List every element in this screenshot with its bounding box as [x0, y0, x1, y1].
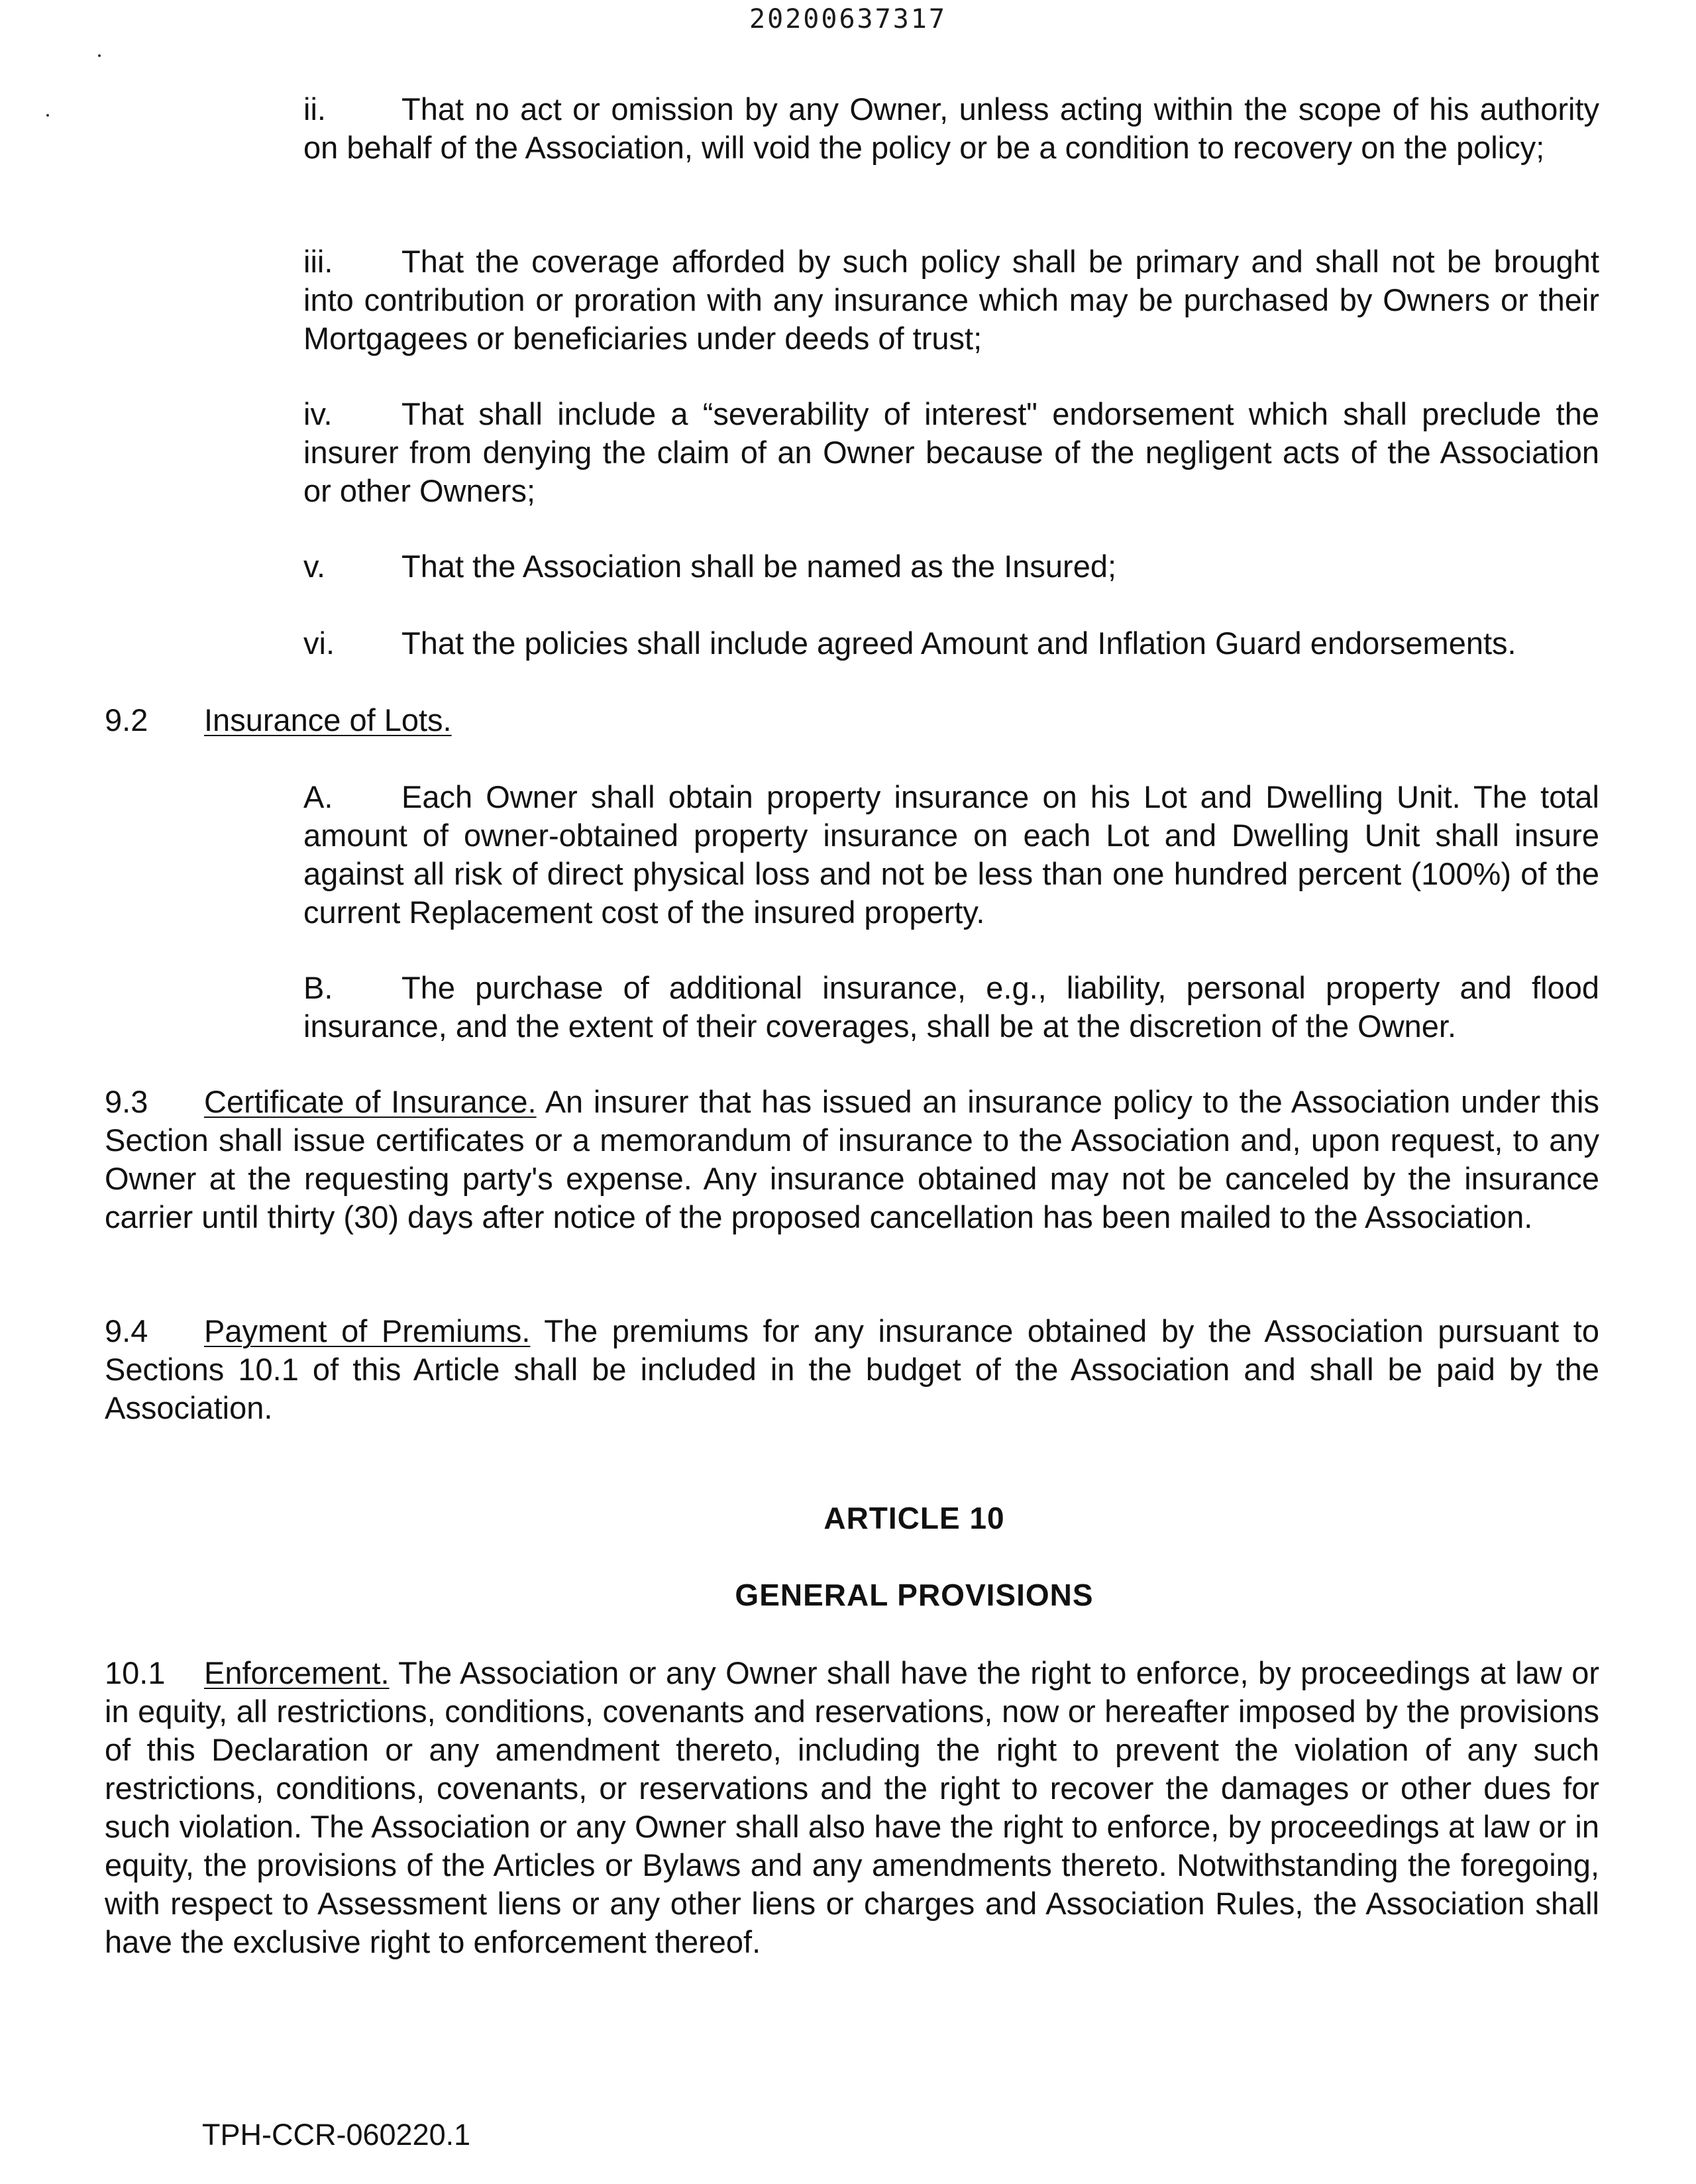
item-text: That no act or omission by any Owner, unless acting within the scope of his authority on behalf of the Association, will void the policy or be a condition to recovery on the policy; — [303, 91, 1599, 165]
document-number: 20200637317 — [749, 4, 947, 34]
section-number: 9.3 — [105, 1084, 148, 1119]
item-ii — [303, 90, 1599, 167]
section-title: Enforcement. — [204, 1655, 390, 1690]
item-text: The purchase of additional insurance, e.g., liability, personal property and flood insurance, and the extent of their coverages, shall be at the discretion of the Owner. — [303, 970, 1599, 1044]
article-heading: ARTICLE 10 — [823, 1501, 1005, 1535]
footer-code: TPH-CCR-060220.1 — [202, 2118, 471, 2152]
item-iv — [303, 395, 1599, 510]
item-label: v. — [303, 549, 326, 584]
item-label: iv. — [303, 396, 333, 431]
article-subheading: GENERAL PROVISIONS — [735, 1578, 1094, 1612]
section-9-2-A — [303, 778, 1599, 932]
section-title: Insurance of Lots. — [204, 702, 452, 737]
item-label: A. — [303, 779, 333, 814]
section-title: Payment of Premiums. — [204, 1313, 531, 1348]
section-number: 9.2 — [105, 702, 148, 737]
item-label: ii. — [303, 91, 326, 127]
scan-speck — [98, 54, 101, 57]
section-9-2-heading — [105, 701, 1599, 739]
section-number: 9.4 — [105, 1313, 148, 1348]
section-text: An insurer that has issued an insurance policy to the Association under this Section shall issue certificates or a memorandum of insurance to the Association and, upon request, to any Owner at the requesting party's expense. Any insurance obtained may not be canceled by the insurance carrier until thirty (30) days after notice of the proposed cancellation has been mailed to the Association. — [105, 1084, 1599, 1234]
item-v — [303, 547, 1599, 586]
section-9-3 — [105, 1083, 1599, 1236]
item-text: That the Association shall be named as the Insured; — [401, 549, 1117, 584]
item-text: That the coverage afforded by such policy shall be primary and shall not be brought into contribution or proration with any insurance which may be purchased by Owners or their Mortgagees or beneficiaries under deeds of trust; — [303, 244, 1599, 356]
section-text: The Association or any Owner shall have the right to enforce, by proceedings at law or in equity, all restrictions, conditions, covenants and reservations, now or hereafter imposed by the provisions of this Declaration or any amendment thereto, including the right to prevent the violation of any such restrictions, conditions, covenants, or reservations and the right to recover the damages or other dues for such violation. The Association or any Owner shall also have the right to enforce, by proceedings at law or in equity, the provisions of the Articles or Bylaws and any amendments thereto. Notwithstanding the foregoing, with respect to Assessment liens or any other liens or charges and Association Rules, the Association shall have the exclusive right to enforcement thereof. — [105, 1655, 1599, 1959]
item-text: Each Owner shall obtain property insurance on his Lot and Dwelling Unit. The total amount of owner-obtained property insurance on each Lot and Dwelling Unit shall insure against all risk of direct physical loss and not be less than one hundred percent (100%) of the current Replacement cost of the insured property. — [303, 779, 1599, 930]
section-title: Certificate of Insurance. — [204, 1084, 537, 1119]
item-text: That shall include a “severability of interest" endorsement which shall preclude the insurer from denying the claim of an Owner because of the negligent acts of the Association or other Owners; — [303, 396, 1599, 508]
item-vi — [303, 624, 1599, 663]
section-text: The premiums for any insurance obtained by the Association pursuant to Sections 10.1 of this Article shall be included in the budget of the Association and shall be paid by the Association. — [105, 1313, 1599, 1425]
item-text: That the policies shall include agreed Amount and Inflation Guard endorsements. — [401, 626, 1516, 661]
section-number: 10.1 — [105, 1655, 166, 1690]
item-label: iii. — [303, 244, 333, 279]
item-iii — [303, 243, 1599, 358]
item-label: vi. — [303, 626, 335, 661]
section-9-2-B — [303, 969, 1599, 1046]
section-10-1 — [105, 1654, 1599, 1961]
item-label: B. — [303, 970, 333, 1005]
scan-speck — [46, 114, 49, 117]
section-9-4 — [105, 1312, 1599, 1427]
